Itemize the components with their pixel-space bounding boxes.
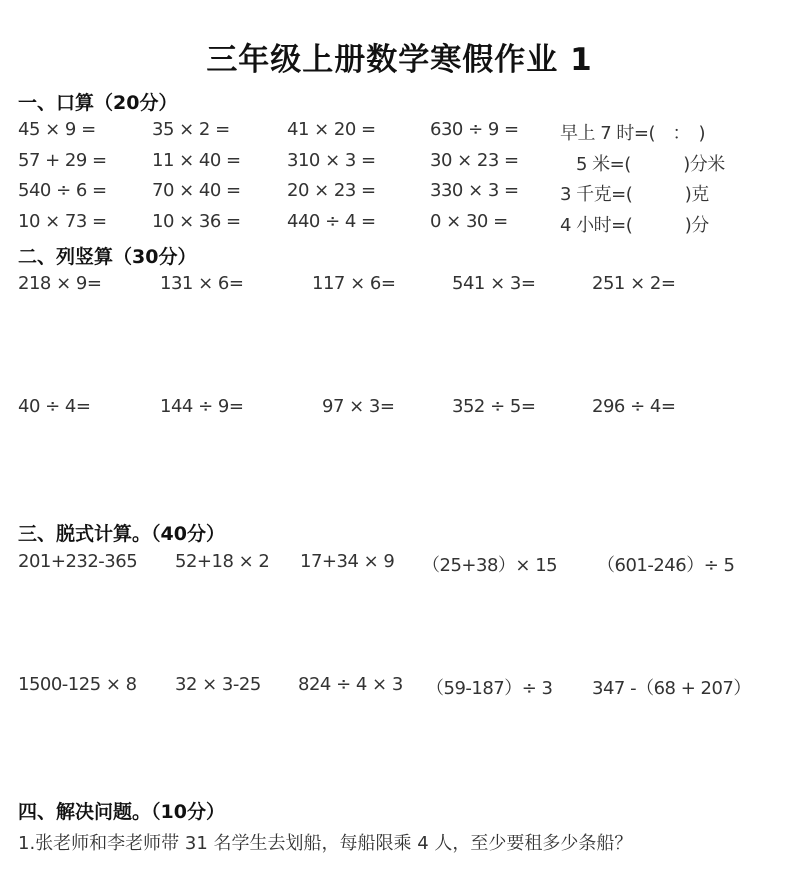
problem: 1500-125 × 8 — [18, 674, 137, 695]
problem: 41 × 20 = — [287, 119, 376, 140]
page-title: 三年级上册数学寒假作业 1 — [206, 42, 593, 78]
problem: 352 ÷ 5= — [452, 396, 536, 417]
problem: 824 ÷ 4 × 3 — [298, 674, 403, 695]
problem: （59-187）÷ 3 — [426, 678, 553, 699]
section-heading-vertical: 二、列竖算（30分） — [18, 246, 197, 268]
section-heading-word-problems: 四、解决问题。（10分） — [18, 801, 225, 823]
problem: 11 × 40 = — [152, 150, 241, 171]
problem: 330 × 3 = — [430, 180, 519, 201]
problem: 70 × 40 = — [152, 180, 241, 201]
problem: 144 ÷ 9= — [160, 396, 244, 417]
problem: 32 × 3-25 — [175, 674, 261, 695]
problem: 218 × 9= — [18, 273, 102, 294]
problem: 310 × 3 = — [287, 150, 376, 171]
word-problem: 1.张老师和李老师带 31 名学生去划船，每船限乘 4 人，至少要租多少条船？ — [18, 833, 633, 854]
problem: 541 × 3= — [452, 273, 536, 294]
problem: （601-246）÷ 5 — [597, 555, 735, 576]
problem: 3 千克=( )克 — [560, 184, 709, 205]
problem: 630 ÷ 9 = — [430, 119, 519, 140]
section-heading-oral: 一、口算（20分） — [18, 92, 178, 114]
problem: 30 × 23 = — [430, 150, 519, 171]
problem: 540 ÷ 6 = — [18, 180, 107, 201]
problem: 251 × 2= — [592, 273, 676, 294]
problem: 201+232-365 — [18, 551, 138, 572]
problem: 440 ÷ 4 = — [287, 211, 376, 232]
problem: 52+18 × 2 — [175, 551, 270, 572]
problem: 4 小时=( )分 — [560, 215, 709, 236]
problem: 17+34 × 9 — [300, 551, 395, 572]
problem: 45 × 9 = — [18, 119, 96, 140]
problem: 97 × 3= — [322, 396, 395, 417]
problem: 0 × 30 = — [430, 211, 508, 232]
problem: 10 × 36 = — [152, 211, 241, 232]
section-heading-stepwise: 三、脱式计算。（40分） — [18, 523, 225, 545]
problem: 40 ÷ 4= — [18, 396, 91, 417]
problem: 296 ÷ 4= — [592, 396, 676, 417]
problem: 131 × 6= — [160, 273, 244, 294]
problem: 57 + 29 = — [18, 150, 107, 171]
problem: 5 米=( )分米 — [576, 154, 725, 175]
problem: （25+38）× 15 — [422, 555, 558, 576]
problem: 35 × 2 = — [152, 119, 230, 140]
problem: 早上 7 时=( ： ) — [560, 123, 706, 144]
problem: 347 -（68 + 207） — [592, 678, 751, 699]
problem: 20 × 23 = — [287, 180, 376, 201]
problem: 117 × 6= — [312, 273, 396, 294]
problem: 10 × 73 = — [18, 211, 107, 232]
